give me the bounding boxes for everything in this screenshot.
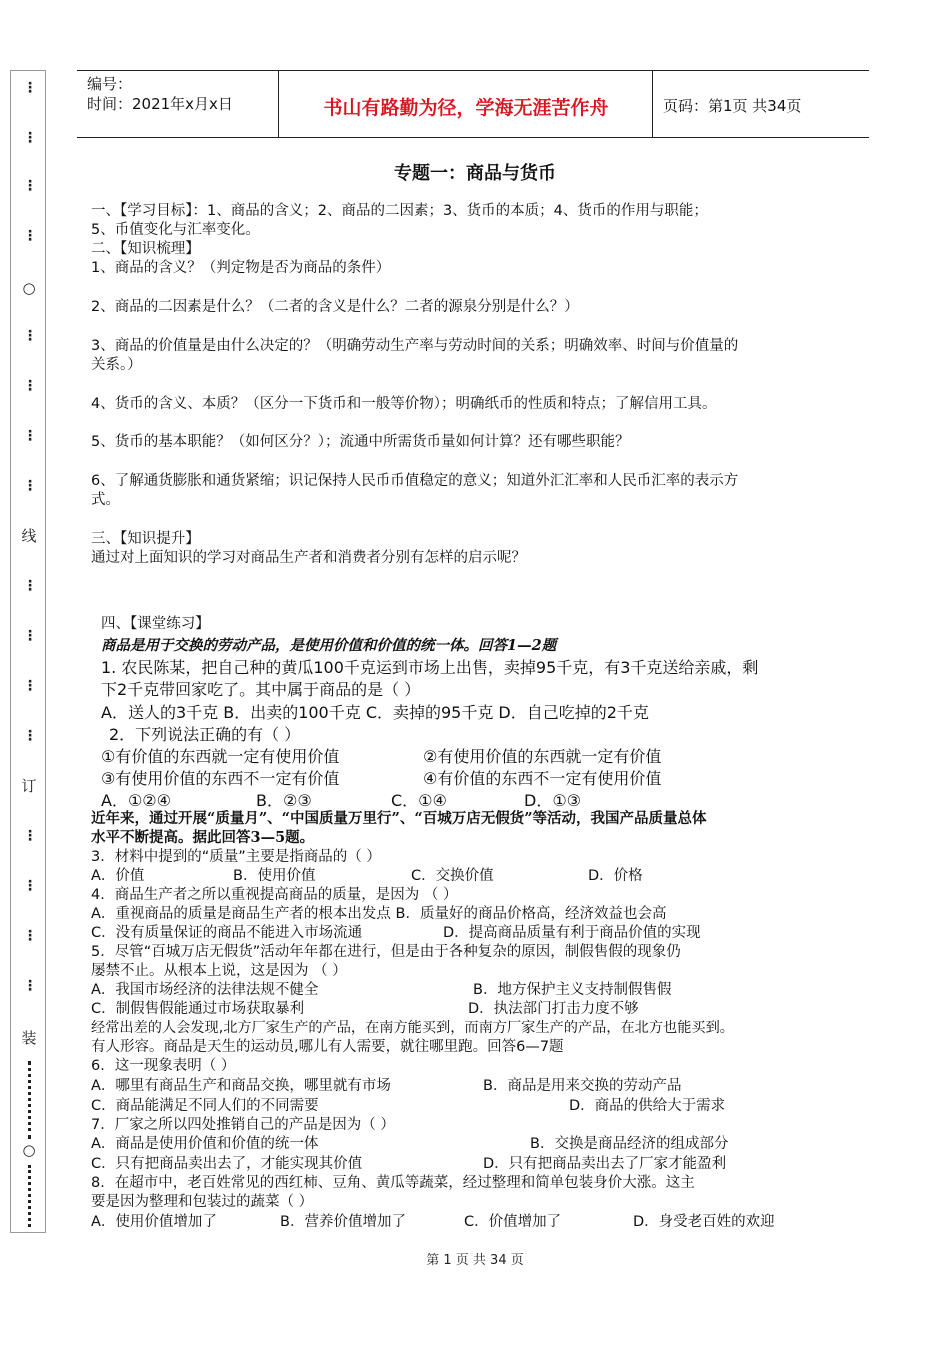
option-c: C．交换价值 [411, 868, 494, 884]
dotted-line-mark: ⋮ [23, 678, 35, 694]
page-info: 页码：第1页 共34页 [663, 97, 802, 115]
dotted-line-mark: ⋮ [23, 228, 35, 244]
reflection-prompt: 通过对上面知识的学习对商品生产者和消费者分别有怎样的启示呢？ [91, 550, 526, 566]
statement-3: ③有使用价值的东西不一定有价值 [101, 769, 340, 788]
option-a: A．我国市场经济的法律法规不健全 [91, 982, 319, 998]
binding-dotted-line [28, 1165, 31, 1227]
dotted-line-mark: ⋮ [23, 80, 35, 96]
question-5: 5．尽管“百城万店无假货”活动年年都在进行，但是由于各种复杂的原因，制假售假的现象仍 [91, 944, 681, 960]
page-title: 专题一：商品与货币 [394, 163, 556, 184]
dotted-line-mark: ⋮ [23, 378, 35, 394]
statement-1: ①有价值的东西就一定有使用价值 [101, 747, 340, 766]
option-d: D．价格 [588, 868, 643, 884]
option-d: D．身受老百姓的欢迎 [633, 1214, 775, 1230]
option-c: C．制假售假能通过市场获取暴利 [91, 1001, 305, 1017]
option-d: D．商品的供给大于需求 [569, 1098, 726, 1114]
dotted-line-mark: ⋮ [23, 978, 35, 994]
option-b: B．商品是用来交换的劳动产品 [483, 1078, 682, 1094]
question-2-option-c: C．①④ [391, 791, 447, 810]
dotted-line-mark: ⋮ [23, 628, 35, 644]
option-d: D．提高商品质量有利于商品价值的实现 [443, 925, 701, 941]
question-2-option-b: B．②③ [256, 791, 312, 810]
knowledge-question-cont: 关系。） [91, 357, 142, 373]
learning-goals-line2: 5、币值变化与汇率变化。 [91, 222, 260, 238]
question-8: 8．在超市中，老百姓常见的西红柿、豆角、黄瓜等蔬菜，经过整理和简单包装身价大涨。这主 [91, 1175, 695, 1191]
dotted-line-mark: ⋮ [23, 728, 35, 744]
question-1: 1. 农民陈某，把自己种的黄瓜100千克运到市场上出售，卖掉95千克，有3千克送给亲戚，剩 [101, 658, 759, 677]
question-5-cont: 屡禁不止。从根本上说，这是因为 （ ） [91, 963, 347, 979]
option-c: C．只有把商品卖出去了，才能实现其价值 [91, 1156, 363, 1172]
option-c: C．没有质量保证的商品不能进入市场流通 [91, 925, 363, 941]
option-b: B．交换是商品经济的组成部分 [530, 1136, 729, 1152]
question-7: 7．厂家之所以四处推销自己的产品是因为（ ） [91, 1117, 395, 1133]
option-b: B．营养价值增加了 [280, 1214, 406, 1230]
dotted-line-mark: ⋮ [23, 828, 35, 844]
dotted-line-mark: ⋮ [23, 130, 35, 146]
options-a-b: A．重视商品的质量是商品生产者的根本出发点 B．质量好的商品价格高，经济效益也会高 [91, 906, 667, 922]
exercise-intro-cont: 有人形容。商品是天生的运动员,哪儿有人需要，就往哪里跑。回答6—7题 [91, 1039, 564, 1055]
dotted-line-mark: ⋮ [23, 878, 35, 894]
binding-char-zhuang: 装 [21, 1029, 37, 1047]
statement-4: ④有价值的东西不一定有使用价值 [423, 769, 662, 788]
page-footer: 第 1 页 共 34 页 [426, 1253, 524, 1268]
header-motto-cell [279, 71, 653, 137]
option-b: B．使用价值 [233, 868, 316, 884]
dotted-line-mark: ⋮ [23, 178, 35, 194]
dotted-line-mark: ⋮ [23, 478, 35, 494]
document-header [77, 70, 869, 138]
binding-char-ding: 订 [21, 777, 37, 795]
question-2: 2．下列说法正确的有（ ） [109, 725, 301, 744]
number-label: 编号： [87, 75, 133, 93]
question-6: 6．这一现象表明（ ） [91, 1058, 236, 1074]
header-page-cell [653, 71, 869, 137]
binding-margin [10, 70, 46, 1233]
section-heading: 三、【知识提升】 [91, 531, 200, 547]
option-a: A．哪里有商品生产和商品交换，哪里就有市场 [91, 1078, 391, 1094]
binding-circle-icon: ○ [22, 279, 36, 297]
knowledge-question-cont: 式。 [91, 492, 120, 508]
learning-goals-line1: 一、【学习目标】：1、商品的含义；2、商品的二因素；3、货币的本质；4、货币的作用与职能； [91, 203, 708, 219]
dotted-line-mark: ⋮ [23, 428, 35, 444]
time-label: 时间：2021年x月x日 [87, 95, 233, 113]
statement-2: ②有使用价值的东西就一定有价值 [423, 747, 662, 766]
option-c: C．商品能满足不同人们的不同需要 [91, 1098, 319, 1114]
option-a: A．商品是使用价值和价值的统一体 [91, 1136, 319, 1152]
exercise-intro: 商品是用于交换的劳动产品，是使用价值和价值的统一体。回答1—2题 [101, 637, 557, 654]
exercise-intro: 近年来，通过开展“质量月”、“中国质量万里行”、“百城万店无假货”等活动，我国产品质量总体 [91, 810, 707, 827]
option-d: D．执法部门打击力度不够 [468, 1001, 639, 1017]
question-1-options: A．送人的3千克 B．出卖的100千克 C．卖掉的95千克 D．自己吃掉的2千克 [101, 703, 649, 722]
exercise-intro-cont: 水平不断提高。据此回答3—5题。 [91, 829, 315, 846]
option-a: A．价值 [91, 868, 145, 884]
option-a: A．使用价值增加了 [91, 1214, 217, 1230]
knowledge-question: 1、商品的含义？（判定物是否为商品的条件） [91, 260, 391, 276]
binding-char-xian: 线 [21, 527, 37, 545]
question-8-cont: 要是因为整理和包装过的蔬菜（ ） [91, 1194, 314, 1210]
section-heading: 四、【课堂练习】 [101, 616, 210, 632]
dotted-line-mark: ⋮ [23, 578, 35, 594]
option-c: C．价值增加了 [464, 1214, 562, 1230]
option-b: B．地方保护主义支持制假售假 [473, 982, 672, 998]
option-d: D．只有把商品卖出去了厂家才能盈利 [483, 1156, 727, 1172]
dotted-line-mark: ⋮ [23, 328, 35, 344]
question-3: 3．材料中提到的“质量”主要是指商品的（ ） [91, 849, 381, 865]
header-meta-cell [77, 71, 279, 137]
question-2-option-d: D．①③ [524, 791, 582, 810]
exercise-intro: 经常出差的人会发现,北方厂家生产的产品，在南方能买到，而南方厂家生产的产品，在北方也能买到。 [91, 1020, 734, 1036]
knowledge-question: 4、货币的含义、本质？（区分一下货币和一般等价物）；明确纸币的性质和特点；了解信用工具。 [91, 396, 717, 412]
knowledge-question: 3、商品的价值量是由什么决定的？（明确劳动生产率与劳动时间的关系；明确效率、时间与价值量的 [91, 338, 739, 354]
knowledge-question: 5、货币的基本职能？（如何区分？）；流通中所需货币量如何计算？还有哪些职能？ [91, 434, 630, 450]
dotted-line-mark: ⋮ [23, 928, 35, 944]
binding-circle-icon: ○ [22, 1141, 36, 1159]
binding-dotted-line [28, 1061, 31, 1139]
question-2-option-a: A．①②④ [101, 791, 171, 810]
question-1-cont: 下2千克带回家吃了。其中属于商品的是（ ） [101, 680, 421, 699]
motto: 书山有路勤为径，学海无涯苦作舟 [323, 97, 609, 119]
question-4: 4．商品生产者之所以重视提高商品的质量，是因为 （ ） [91, 887, 458, 903]
knowledge-question: 2、商品的二因素是什么？（二者的含义是什么？二者的源泉分别是什么？） [91, 299, 579, 315]
section-heading: 二、【知识梳理】 [91, 241, 200, 257]
knowledge-question: 6、了解通货膨胀和通货紧缩；识记保持人民币币值稳定的意义；知道外汇汇率和人民币汇率的表示方 [91, 473, 739, 489]
